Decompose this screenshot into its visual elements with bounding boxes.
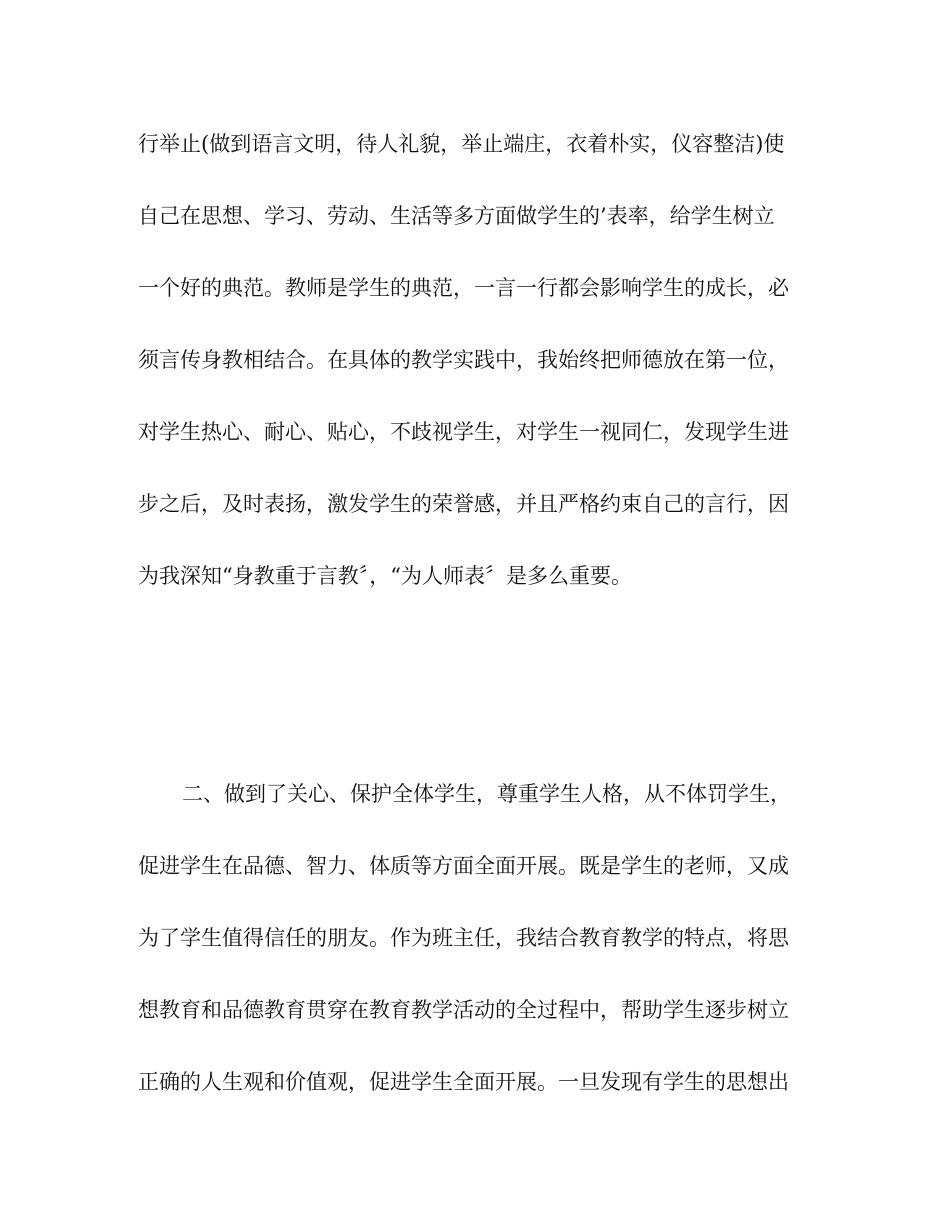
text-line: 为我深知“身教重于言教〞，“为人师表〞是多么重要。 xyxy=(138,564,632,588)
text-line: 正确的人生观和价值观，促进学生全面开展。一旦发现有学生的思想出 xyxy=(138,1070,789,1094)
text-line: 为了学生值得信任的朋友。作为班主任，我结合教育教学的特点，将思 xyxy=(138,926,789,950)
text-line: 步之后，及时表扬，激发学生的荣誉感，并且严格约束自己的言行，因 xyxy=(138,492,789,516)
text-line: 对学生热心、耐心、贴心，不歧视学生，对学生一视同仁，发现学生进 xyxy=(138,420,789,444)
text-line: 二、做到了关心、保护全体学生，尊重学生人格，从不体罚学生， xyxy=(182,782,791,806)
text-line: 想教育和品德教育贯穿在教育教学活动的全过程中，帮助学生逐步树立 xyxy=(138,998,789,1022)
text-line: 自己在思想、学习、劳动、生活等多方面做学生的’表率，给学生树立 xyxy=(138,204,775,228)
text-line: 须言传身教相结合。在具体的教学实践中，我始终把师德放在第一位， xyxy=(138,348,789,372)
text-line: 行举止(做到语言文明，待人礼貌，举止端庄，衣着朴实，仪容整洁)使 xyxy=(138,132,785,156)
text-line: 一个好的典范。教师是学生的典范，一言一行都会影响学生的成长，必 xyxy=(138,276,789,300)
text-line: 促进学生在品德、智力、体质等方面全面开展。既是学生的老师，又成 xyxy=(138,854,789,878)
